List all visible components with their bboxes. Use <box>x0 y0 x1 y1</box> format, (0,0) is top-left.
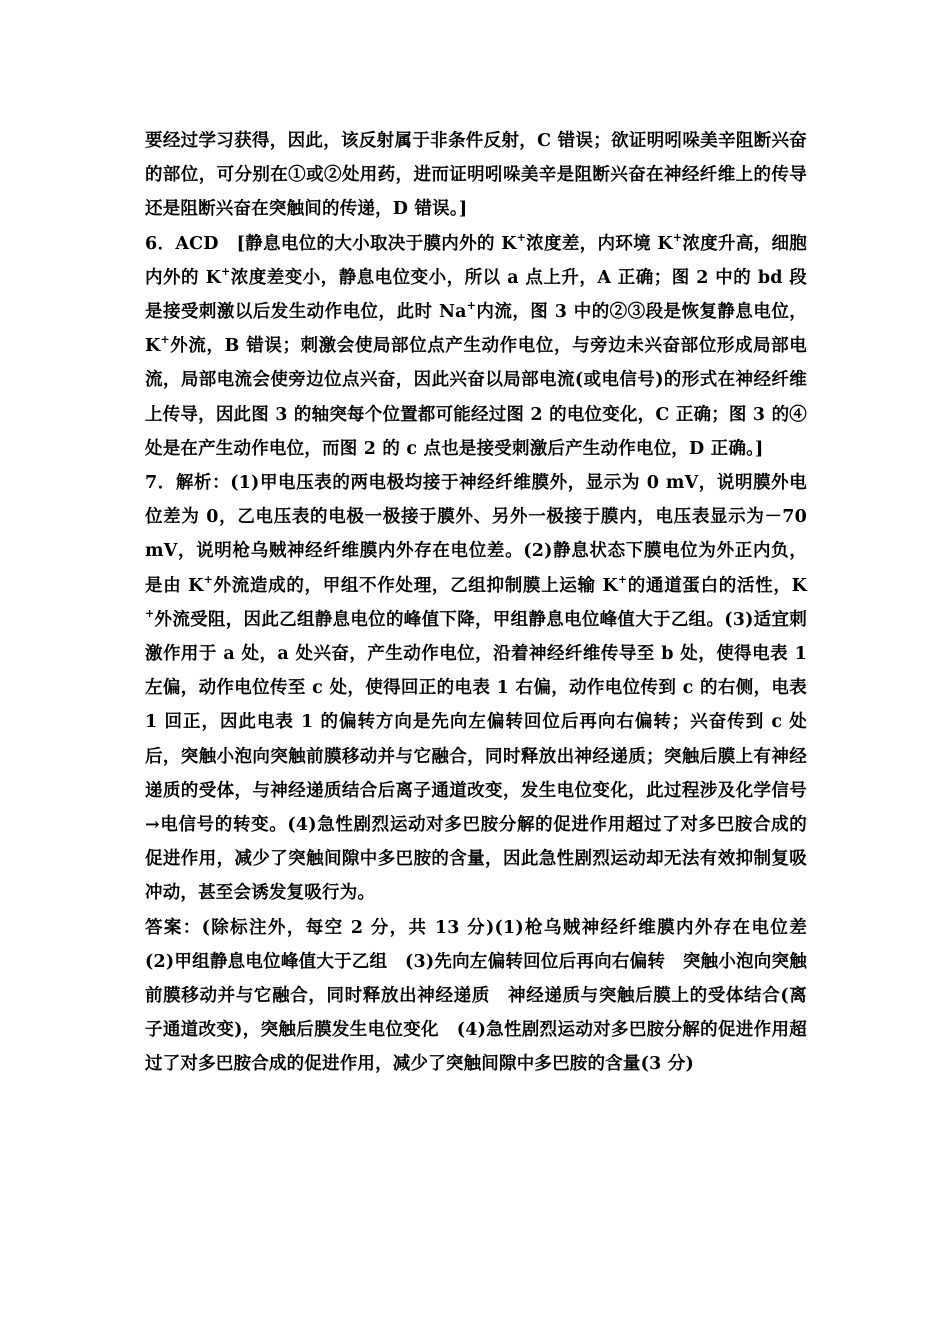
question-7-text-b: 外流造成的，甲组不作处理，乙组抑制膜上运输 K <box>213 575 618 596</box>
question-6-text-c: 浓度升高，细胞内外的 K <box>145 233 808 288</box>
question-6-text-b: 浓度差，内环境 K <box>526 233 673 254</box>
continuation-text: 要经过学习获得，因此，该反射属于非条件反射，C 错误；欲证明吲哚美辛阻断兴奋的部位，可分别在①或②处用药，进而证明吲哚美辛是阻断兴奋在神经纤维上的传导还是阻断兴奋在突触间的传递，D 错误。] <box>145 131 807 220</box>
paragraph-answer <box>145 911 825 1082</box>
question-6-text-f: 外流，B 错误；刺激会使局部位点产生动作电位，与旁边未兴奋部位形成局部电流，局部电流会使旁边位点兴奋，因此兴奋以局部电流(或电信号)的形式在神经纤维上传导，因此图 3 的轴突每个位置都可能经过图 2 的电位变化，C 正确；图 3 的④处是在产生动作电位，而图 2 的 c 点也是接受刺激后产生动作电位，D 正确。] <box>145 336 807 459</box>
superscript-plus: + <box>672 230 683 244</box>
question-7-lead: 7．解析： <box>145 473 231 494</box>
question-6-text-e: 内流，图 3 中的②③段是恢复静息电位，K <box>145 302 807 357</box>
superscript-plus: + <box>145 607 155 621</box>
answer-lead: 答案： <box>145 917 202 938</box>
question-6-lead: 6．ACD <box>145 233 237 254</box>
paragraph-question-7 <box>145 466 807 911</box>
superscript-plus: + <box>203 572 214 586</box>
question-6-text-a: [静息电位的大小取决于膜内外的 K <box>236 233 517 254</box>
document-page <box>145 124 825 1082</box>
superscript-plus: + <box>516 230 527 244</box>
paragraph-question-6 <box>145 227 807 466</box>
superscript-plus: + <box>617 572 628 586</box>
superscript-plus: + <box>466 299 477 313</box>
superscript-plus: + <box>160 333 170 347</box>
superscript-plus: + <box>221 264 231 278</box>
question-7-text-c: 的通道蛋白的活性，K <box>627 575 808 596</box>
question-6-text-d: 浓度差变小，静息电位变小，所以 a 点上升，A 正确；图 2 中的 bd 段是接受刺激以后发生动作电位，此时 Na <box>145 267 808 323</box>
question-7-text-a: (1)甲电压表的两电极均接于神经纤维膜外，显示为 0 mV，说明膜外电位差为 0，乙电压表的电极一极接于膜外、另外一极接于膜内，电压表显示为－70 mV，说明枪乌贼神经纤维膜内外存在电位差。(2)静息状态下膜电位为外正内负，是由 K <box>145 473 807 596</box>
answer-text: (除标注外，每空 2 分，共 13 分)(1)枪乌贼神经纤维膜内外存在电位差 (2)甲组静息电位峰值大于乙组 (3)先向左偏转回位后再向右偏转 突触小泡向突触前膜移动并与它融合，同时释放出神经递质 神经递质与突触后膜上的受体结合(离子通道改变)，突触后膜发生电位变化 (4)急性剧烈运动对多巴胺分解的促进作用超过了对多巴胺合成的促进作用，减少了突触间隙中多巴胺的含量(3 分) <box>145 917 825 1075</box>
paragraph-continuation <box>145 124 807 227</box>
question-7-text-d: 外流受阻，因此乙组静息电位的峰值下降，甲组静息电位峰值大于乙组。(3)适宜刺激作用于 a 处，a 处兴奋，产生动作电位，沿着神经纤维传导至 b 处，使得电表 1 左偏，动作电位传至 c 处，使得回正的电表 1 右偏，动作电位传到 c 的右侧，电表 1 回正，因此电表 1 的偏转方向是先向左偏转回位后再向右偏转；兴奋传到 c 处后，突触小泡向突触前膜移动并与它融合，同时释放出神经递质；突触后膜上有神经递质的受体，与神经递质结合后离子通道改变，发生电位变化，此过程涉及化学信号→电信号的转变。(4)急性剧烈运动对多巴胺分解的促进作用超过了对多巴胺合成的促进作用，减少了突触间隙中多巴胺的含量，因此急性剧烈运动却无法有效抑制复吸冲动，甚至会诱发复吸行为。 <box>145 609 807 904</box>
